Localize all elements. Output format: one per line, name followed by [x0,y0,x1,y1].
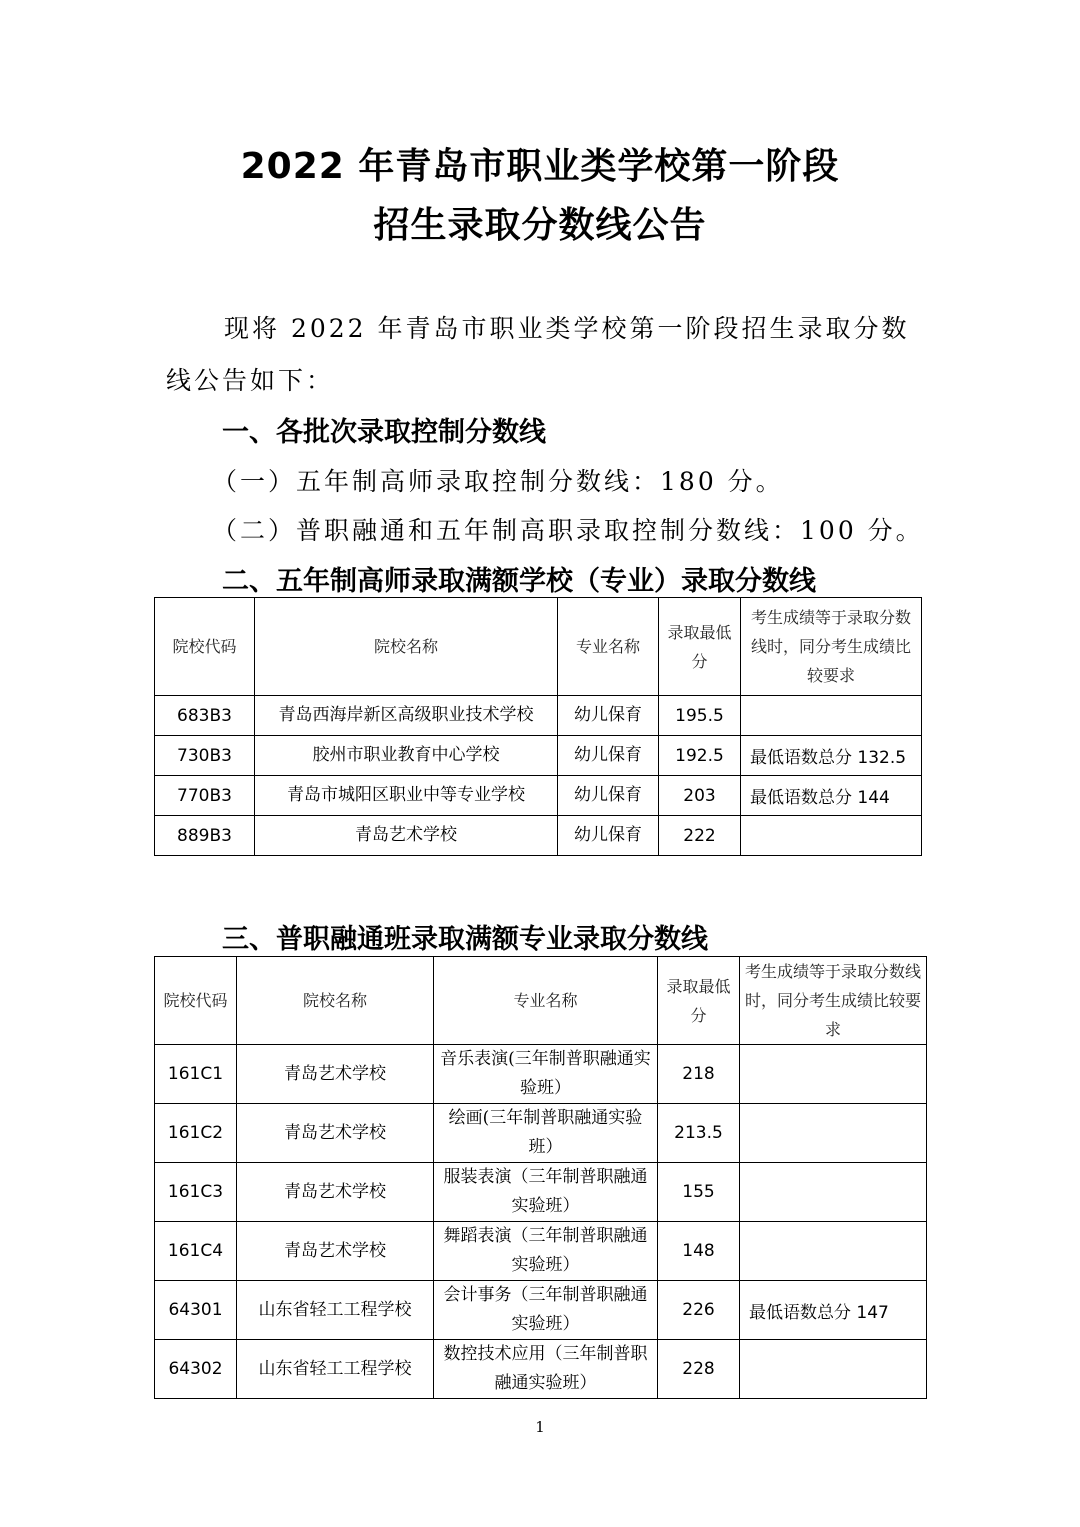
cell-major: 幼儿保育 [558,696,659,736]
table-row [155,1163,927,1222]
table-row [155,1281,927,1340]
cell-score: 155 [658,1163,740,1222]
cell-major: 舞蹈表演（三年制普职融通实验班） [434,1222,658,1281]
cell-school: 青岛艺术学校 [237,1222,434,1281]
header-major-name: 专业名称 [434,957,658,1045]
header-major-name: 专业名称 [558,598,659,696]
cell-code: 64301 [155,1281,237,1340]
teacher-program-score-table [154,597,922,856]
cell-code: 161C4 [155,1222,237,1281]
cell-score: 222 [659,816,741,856]
table-row [155,776,922,816]
section-1-heading: 一、各批次录取控制分数线 [222,417,546,448]
cell-code: 770B3 [155,776,255,816]
cell-major: 绘画(三年制普职融通实验班） [434,1104,658,1163]
cell-score: 218 [658,1045,740,1104]
cell-major: 会计事务（三年制普职融通实验班） [434,1281,658,1340]
table-row [155,816,922,856]
cell-major: 幼儿保育 [558,816,659,856]
cell-major: 幼儿保育 [558,776,659,816]
cell-code: 889B3 [155,816,255,856]
table-header-row [155,957,927,1045]
cell-note: 最低语数总分 132.5 [741,736,922,776]
table-row [155,1104,927,1163]
table-row [155,736,922,776]
cell-major: 数控技术应用（三年制普职融通实验班） [434,1340,658,1399]
cell-code: 161C1 [155,1045,237,1104]
cell-score: 195.5 [659,696,741,736]
cell-score: 203 [659,776,741,816]
cell-note: 最低语数总分 144 [741,776,922,816]
header-school-code: 院校代码 [155,598,255,696]
section-2-heading: 二、五年制高师录取满额学校（专业）录取分数线 [222,566,816,597]
cell-school: 青岛艺术学校 [255,816,558,856]
cell-note [740,1045,927,1104]
cell-school: 青岛艺术学校 [237,1163,434,1222]
table-row [155,1045,927,1104]
page-number: 1 [535,1418,545,1436]
header-min-score: 录取最低分 [659,598,741,696]
intro-paragraph: 现将 2022 年青岛市职业类学校第一阶段招生录取分数线公告如下： [166,314,910,395]
cell-score: 228 [658,1340,740,1399]
cell-code: 161C3 [155,1163,237,1222]
cell-major: 幼儿保育 [558,736,659,776]
cell-school: 山东省轻工工程学校 [237,1340,434,1399]
section-3-heading: 三、普职融通班录取满额专业录取分数线 [222,924,708,955]
table-row [155,1222,927,1281]
header-school-name: 院校名称 [255,598,558,696]
cell-major: 服装表演（三年制普职融通实验班） [434,1163,658,1222]
cell-score: 148 [658,1222,740,1281]
header-school-code: 院校代码 [155,957,237,1045]
header-school-name: 院校名称 [237,957,434,1045]
integration-class-score-table [154,956,927,1399]
cell-note [740,1340,927,1399]
cell-school: 青岛艺术学校 [237,1045,434,1104]
header-tie-break-rule: 考生成绩等于录取分数线时，同分考生成绩比较要求 [740,957,927,1045]
cell-score: 226 [658,1281,740,1340]
cell-school: 青岛西海岸新区高级职业技术学校 [255,696,558,736]
cell-school: 青岛市城阳区职业中等专业学校 [255,776,558,816]
cell-note [741,696,922,736]
cell-code: 683B3 [155,696,255,736]
header-tie-break-rule: 考生成绩等于录取分数线时，同分考生成绩比较要求 [741,598,922,696]
cell-note: 最低语数总分 147 [740,1281,927,1340]
header-min-score: 录取最低分 [658,957,740,1045]
cell-note [741,816,922,856]
cell-school: 山东省轻工工程学校 [237,1281,434,1340]
cell-note [740,1163,927,1222]
cell-score: 213.5 [658,1104,740,1163]
cell-note [740,1104,927,1163]
cell-code: 161C2 [155,1104,237,1163]
cell-code: 730B3 [155,736,255,776]
table-header-row [155,598,922,696]
cell-school: 青岛艺术学校 [237,1104,434,1163]
control-line-item-2: （二）普职融通和五年制高职录取控制分数线：100 分。 [212,516,924,545]
document-title-line-1: 2022 年青岛市职业类学校第一阶段 [240,146,840,187]
cell-school: 胶州市职业教育中心学校 [255,736,558,776]
control-line-item-1: （一）五年制高师录取控制分数线：180 分。 [212,467,784,496]
cell-major: 音乐表演(三年制普职融通实验班） [434,1045,658,1104]
cell-code: 64302 [155,1340,237,1399]
document-title-line-2: 招生录取分数线公告 [373,205,707,246]
table-row [155,696,922,736]
cell-note [740,1222,927,1281]
cell-score: 192.5 [659,736,741,776]
table-row [155,1340,927,1399]
